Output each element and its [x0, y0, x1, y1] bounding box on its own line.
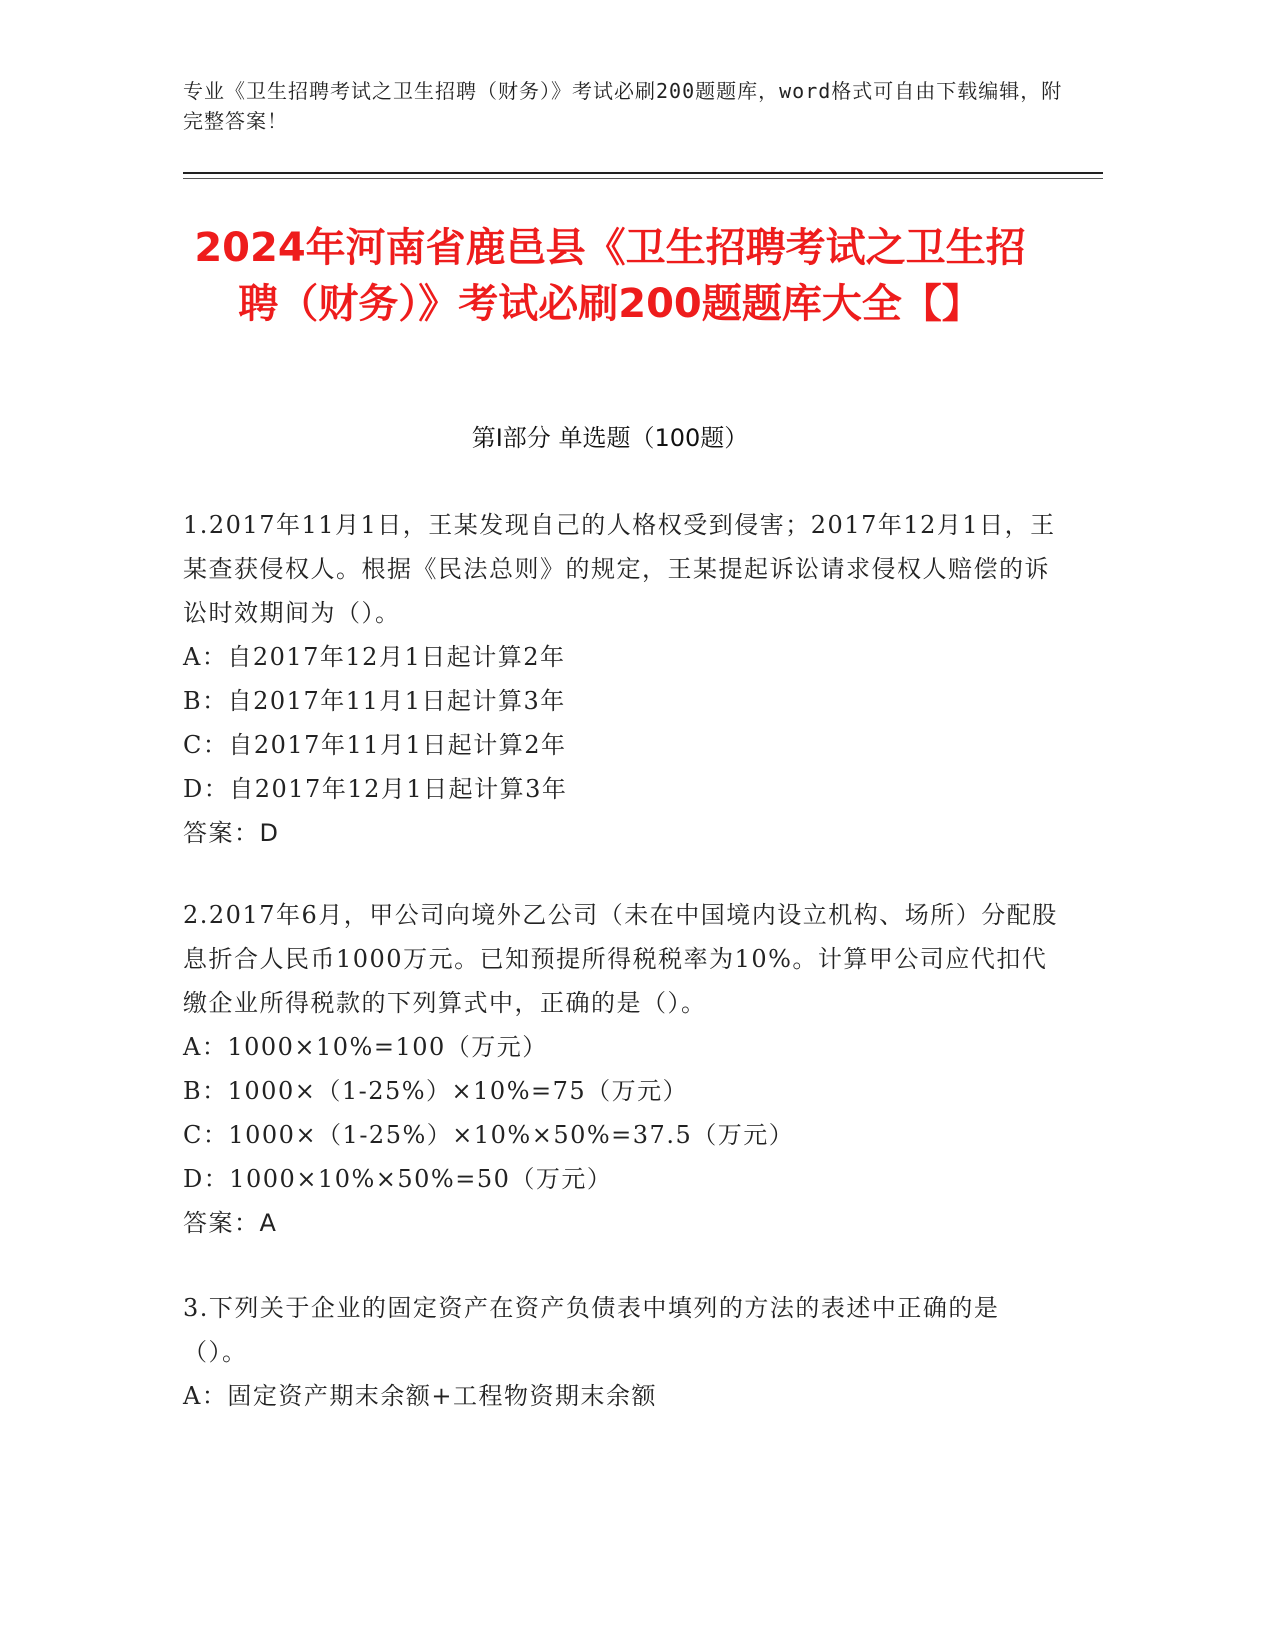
question-text: 3.下列关于企业的固定资产在资产负债表中填列的方法的表述中正确的是（）。	[183, 1294, 1000, 1366]
option-b: B：自2017年11月1日起计算3年	[183, 687, 566, 715]
question-text: 1.2017年11月1日，王某发现自己的人格权受到侵害；2017年12月1日，王某查获侵权人。根据《民法总则》的规定，王某提起诉讼请求侵权人赔偿的诉讼时效期间为（）。	[183, 511, 1056, 627]
header-note: 专业《卫生招聘考试之卫生招聘（财务）》考试必刷200题题库，word格式可自由下载编辑，附完整答案！	[183, 79, 1063, 133]
header-divider-thick	[183, 172, 1103, 174]
option-d: D：1000×10%×50%=50（万元）	[183, 1165, 613, 1193]
answer-label: 答案：A	[183, 1209, 278, 1237]
question-2	[183, 893, 1063, 1245]
header-divider-thin	[183, 178, 1103, 179]
question-text: 2.2017年6月，甲公司向境外乙公司（未在中国境内设立机构、场所）分配股息折合人民币1000万元。已知预提所得税税率为10%。计算甲公司应代扣代缴企业所得税款的下列算式中，正确的是（）。	[183, 901, 1058, 1017]
option-b: B：1000×（1-25%）×10%=75（万元）	[183, 1077, 689, 1105]
option-c: C：1000×（1-25%）×10%×50%=37.5（万元）	[183, 1121, 795, 1149]
document-title: 2024年河南省鹿邑县《卫生招聘考试之卫生招聘（财务）》考试必刷200题题库大全【】	[194, 225, 1026, 327]
question-1	[183, 503, 1063, 855]
option-a: A：自2017年12月1日起计算2年	[183, 643, 566, 671]
section-title: 第I部分 单选题（100题）	[471, 424, 749, 452]
option-d: D：自2017年12月1日起计算3年	[183, 775, 568, 803]
option-c: C：自2017年11月1日起计算2年	[183, 731, 567, 759]
answer-label: 答案：D	[183, 819, 280, 847]
option-a: A：1000×10%=100（万元）	[183, 1033, 548, 1061]
question-3	[183, 1286, 1063, 1418]
option-a: A：固定资产期末余额+工程物资期末余额	[183, 1382, 657, 1410]
